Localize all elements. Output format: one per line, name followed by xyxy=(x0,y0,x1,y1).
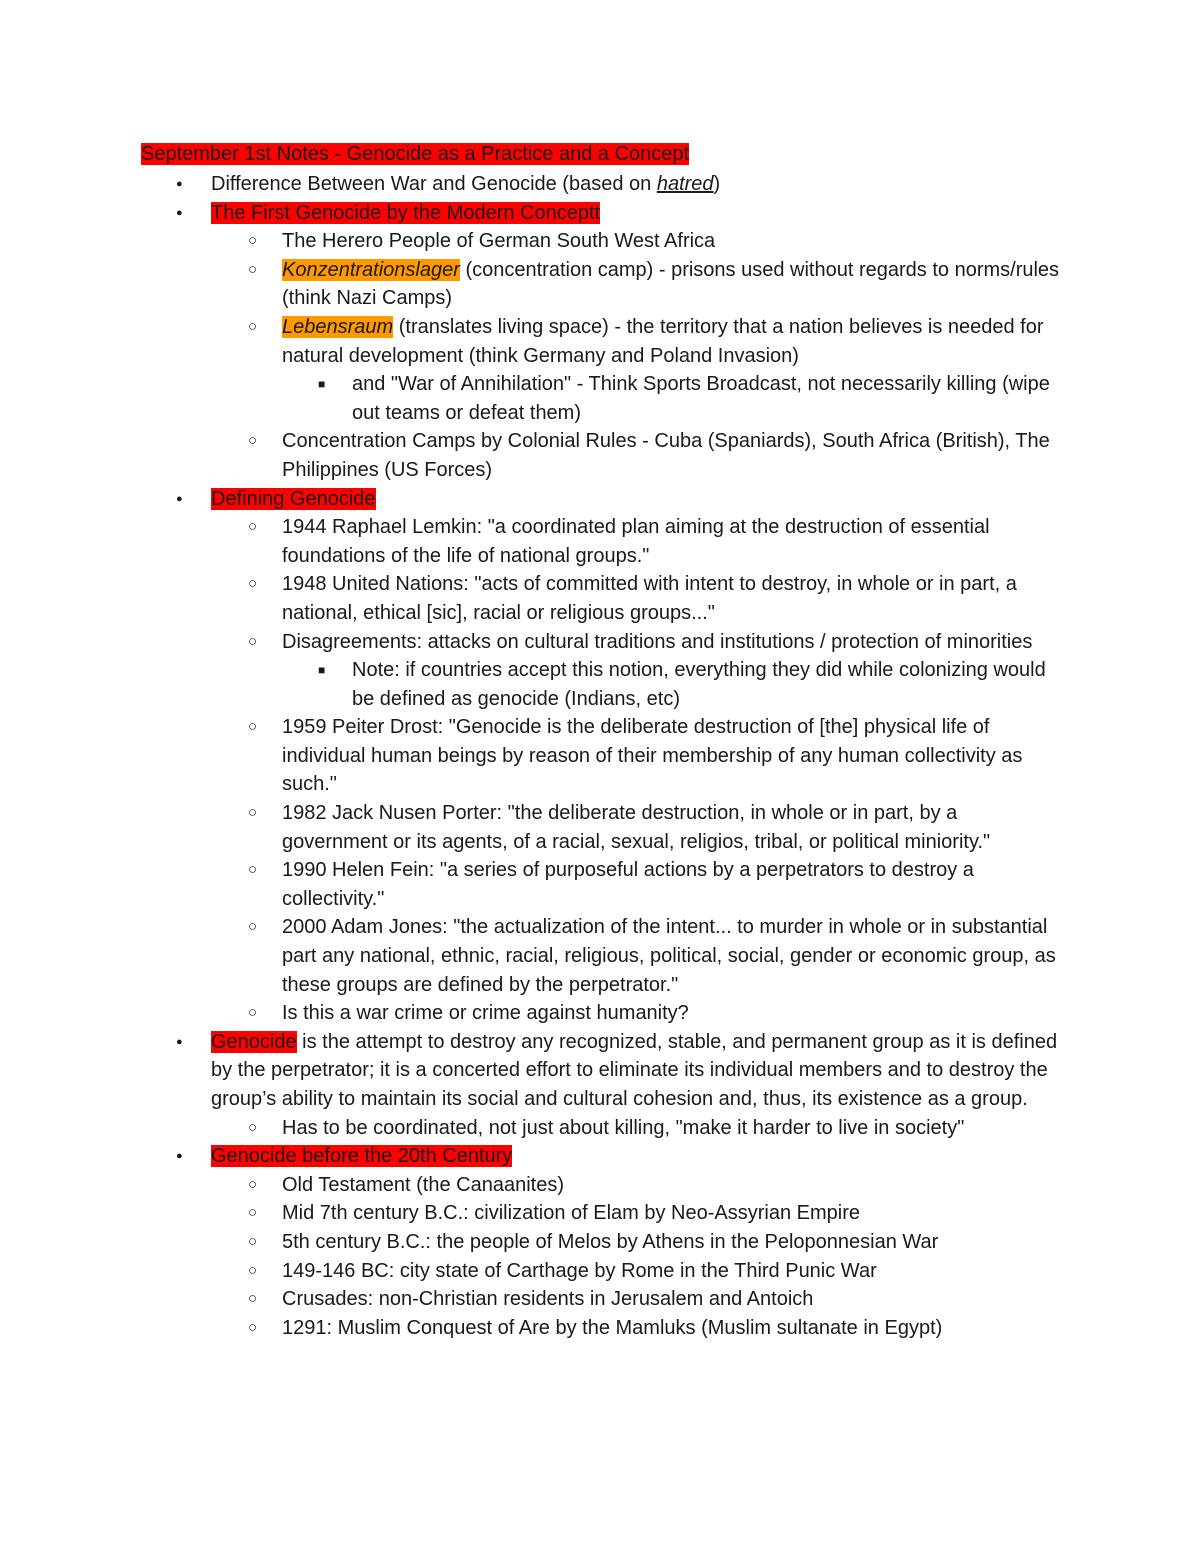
list-item: ○ 1291: Muslim Conquest of Are by the Mamluks (Muslim sultanate in Egypt) xyxy=(0,1314,1062,1343)
list-item: ■ Note: if countries accept this notion, everything they did while colonizing would be defined as genocide (Indians, etc) xyxy=(0,656,1062,713)
list-item: ● Difference Between War and Genocide (based on hatred) xyxy=(0,170,1061,199)
list-item: ○ 5th century B.C.: the people of Melos by Athens in the Peloponnesian War xyxy=(0,1228,1062,1257)
bullet-icon: ○ xyxy=(248,861,258,879)
list-item: ○ Lebensraum (translates living space) - the territory that a nation believes is needed for natural development (think Germany and Poland Invasion) xyxy=(0,313,1062,370)
list-item: ○ 1948 United Nations: "acts of committed with intent to destroy, in whole or in part, a national, ethical [sic], racial or religious groups..." xyxy=(0,570,1062,627)
bullet-icon: ○ xyxy=(248,1290,258,1308)
bullet-icon: ○ xyxy=(248,1004,258,1022)
section-heading xyxy=(0,485,1061,514)
list-item: ○ 149-146 BC: city state of Carthage by Rome in the Third Punic War xyxy=(0,1257,1062,1286)
list-item: ○ 1982 Jack Nusen Porter: "the deliberate destruction, in whole or in part, by a government or its agents, of a racial, sexual, religios, tribal, or political miniority." xyxy=(0,799,1062,856)
bullet-icon: ○ xyxy=(248,718,258,736)
bullet-icon: ○ xyxy=(248,260,258,278)
bullet-icon: ○ xyxy=(248,804,258,822)
bullet-icon: ■ xyxy=(318,663,326,678)
list-item: ○ The Herero People of German South West Africa xyxy=(0,227,1062,256)
bullet-icon: ○ xyxy=(248,1261,258,1279)
bullet-icon: ● xyxy=(176,492,183,505)
list-item: ○ Has to be coordinated, not just about killing, "make it harder to live in society" xyxy=(0,1114,1062,1143)
bullet-icon: ○ xyxy=(248,1118,258,1136)
bullet-icon: ● xyxy=(176,206,183,219)
bullet-icon: ○ xyxy=(248,1232,258,1250)
list-item: ○ Old Testament (the Canaanites) xyxy=(0,1171,1062,1200)
list-item: ○ Mid 7th century B.C.: civilization of Elam by Neo-Assyrian Empire xyxy=(0,1199,1062,1228)
term-highlight: Konzentrationslager xyxy=(282,258,460,281)
bullet-icon: ● xyxy=(176,178,183,190)
bullet-icon: ○ xyxy=(248,232,258,250)
bullet-icon: ○ xyxy=(248,632,258,650)
heading-highlight: The First Genocide by the Modern Conceptt xyxy=(211,201,601,224)
bullet-icon: ○ xyxy=(248,1175,258,1193)
bullet-icon: ○ xyxy=(248,1318,258,1336)
bullet-icon: ● xyxy=(176,1150,183,1163)
section-heading xyxy=(0,199,1061,228)
bullet-icon: ○ xyxy=(248,918,258,936)
list-item: ○ 1990 Helen Fein: "a series of purposeful actions by a perpetrators to destroy a collectivity." xyxy=(0,856,1062,913)
bullet-icon: ○ xyxy=(248,575,258,593)
term-highlight: Genocide xyxy=(211,1030,297,1053)
heading-highlight: Defining Genocide xyxy=(211,487,376,510)
heading-highlight: Genocide before the 20th Century xyxy=(211,1145,513,1168)
bullet-icon: ● xyxy=(176,1035,183,1048)
list-item: ○ 1959 Peiter Drost: "Genocide is the deliberate destruction of [the] physical life of individual human beings by reason of their membership of any human collectivity as such." xyxy=(0,713,1062,799)
notes-list xyxy=(0,170,1200,1342)
section-heading xyxy=(0,1142,1061,1171)
list-item: ○ Crusades: non-Christian residents in Jerusalem and Antoich xyxy=(0,1285,1062,1314)
list-item: ○ Disagreements: attacks on cultural traditions and institutions / protection of minorities xyxy=(0,628,1062,657)
term-highlight: Lebensraum xyxy=(282,315,394,338)
emphasized-word: hatred xyxy=(656,173,714,195)
bullet-icon: ○ xyxy=(248,1204,258,1222)
bullet-icon: ○ xyxy=(248,317,258,335)
page-title xyxy=(141,141,689,168)
bullet-icon: ○ xyxy=(248,518,258,536)
title-highlight: September 1st Notes - Genocide as a Practice and a Concept xyxy=(141,143,690,165)
list-item: ○ Concentration Camps by Colonial Rules - Cuba (Spaniards), South Africa (British), The Philippines (US Forces) xyxy=(0,427,1062,484)
list-item: ○ Is this a war crime or crime against humanity? xyxy=(0,999,1062,1028)
list-item: ■ and "War of Annihilation" - Think Sports Broadcast, not necessarily killing (wipe out teams or defeat them) xyxy=(0,370,1062,427)
list-item: ○ Konzentrationslager (concentration camp) - prisons used without regards to norms/rules (think Nazi Camps) xyxy=(0,256,1062,313)
bullet-icon: ■ xyxy=(318,377,326,392)
list-item: ○ 1944 Raphael Lemkin: "a coordinated plan aiming at the destruction of essential foundations of the life of national groups." xyxy=(0,513,1062,570)
bullet-icon: ○ xyxy=(248,432,258,450)
definition-item: ● Genocide is the attempt to destroy any recognized, stable, and permanent group as it is defined by the perpetrator; it is a concerted effort to eliminate its individual members and to destroy the group’s ability to maintain its social and cultural cohesion and, thus, its existence as a group. xyxy=(0,1028,1061,1114)
list-item: ○ 2000 Adam Jones: "the actualization of the intent... to murder in whole or in substantial part any national, ethnic, racial, religious, political, social, gender or economic group, as these groups are defined by the perpetrator." xyxy=(0,913,1062,999)
